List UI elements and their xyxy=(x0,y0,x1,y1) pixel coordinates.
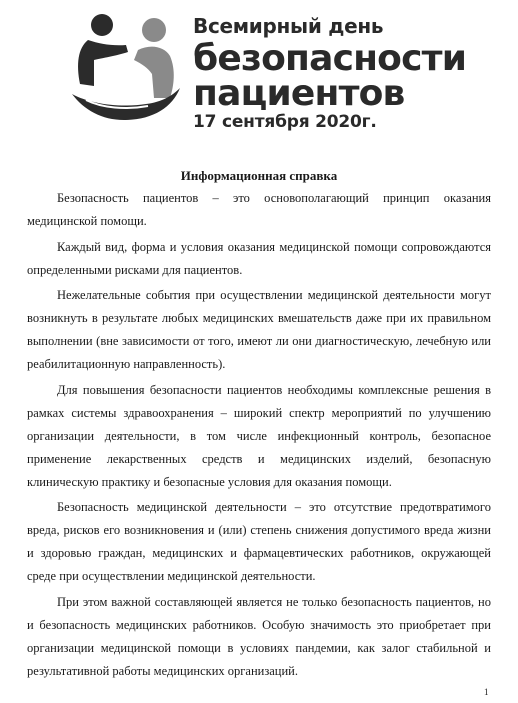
banner-line-2: безопасности xyxy=(193,38,467,79)
page-number: 1 xyxy=(484,687,489,697)
paragraph: Безопасность медицинской деятельности – это отсутствие предотвратимого вреда, рисков его возникновения и (или) степень снижения допустимого вреда жизни и здоровью граждан, медицинских и фармацевтических работников, окружающей среде при осуществлении медицинской деятельности. xyxy=(27,500,491,583)
patient-safety-logo-icon xyxy=(68,12,188,124)
document-title: Информационная справка xyxy=(180,168,338,183)
paragraph: Для повышения безопасности пациентов необходимы комплексные решения в рамках системы здравоохранения – широкий спектр мероприятий по улучшению организации деятельности, в том числе инфекционный контроль, безопасное применение лекарственных средств и медицинских изделий, безопасную клиническую практику и безопасные условия для оказания помощи. xyxy=(27,382,491,489)
paragraph: При этом важной составляющей является не только безопасность пациентов, но и безопасность медицинских работников. Особую значимость это приобретает при организации медицинской помощи в условиях пандемии, как залог стабильной и результативной работы медицинских организаций. xyxy=(27,594,491,678)
paragraph: Каждый вид, форма и условия оказания медицинской помощи сопровождаются определенными рисками для пациентов. xyxy=(27,239,491,277)
event-banner xyxy=(193,14,466,132)
paragraph: Безопасность пациентов – это основополагающий принцип оказания медицинской помощи. xyxy=(27,191,491,228)
document-body xyxy=(27,187,491,685)
banner-line-3: пациентов xyxy=(193,73,405,114)
banner-line-1: Всемирный день xyxy=(193,14,384,38)
paragraph: Нежелательные события при осуществлении медицинской деятельности могут возникнуть в результате любых медицинских вмешательств даже при их правильном выполнении (вне зависимости от того, имеют ли они диагностическую, лечебную или реабилитационную направленность). xyxy=(27,288,491,371)
banner-date: 17 сентября 2020г. xyxy=(193,112,377,132)
